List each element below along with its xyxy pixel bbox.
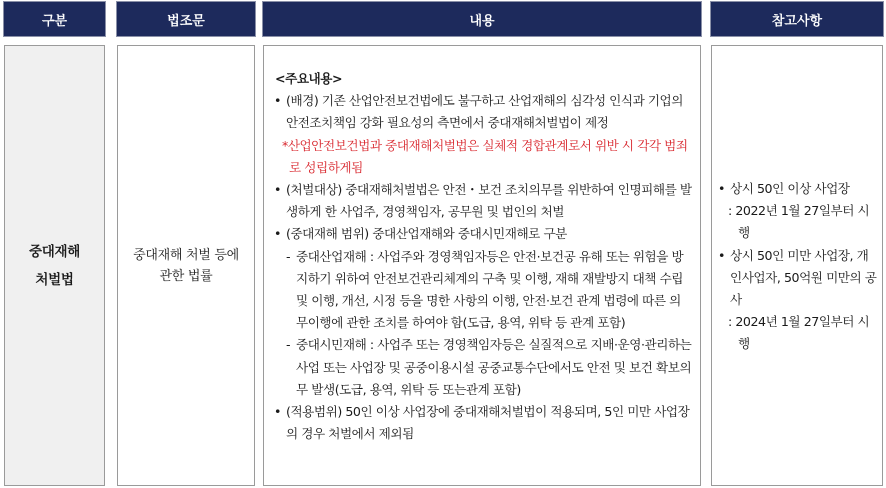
- reference-body: [718, 178, 878, 356]
- header-content: 내용: [263, 2, 701, 36]
- law-cell: [117, 45, 255, 486]
- law-name: [133, 245, 239, 287]
- law-line-2: 관한 법률: [159, 268, 213, 284]
- reference-item-2-date: : 2024년 1월 27일부터 시행: [728, 314, 870, 352]
- bullet-punishment-target: • (처벌대상) 중대재해처벌법은 안전・보건 조치의무를 위반하여 인명피해를 발생하게 한 사업주, 경영책임자, 공무원 및 법인의 처벌: [274, 179, 692, 223]
- header-reference: 참고사항: [711, 2, 883, 36]
- content-section-title: <주요내용>: [275, 71, 343, 86]
- content-cell: [263, 45, 701, 486]
- category-label: [29, 238, 80, 294]
- bullet-background: • (배경) 기존 산업안전보건법에도 불구하고 산업재해의 심각성 인식과 기업의 안전조치책임 강화 필요성의 측면에서 중대재해처벌법이 제정: [274, 90, 692, 134]
- category-cell: [4, 45, 105, 486]
- content-body: [274, 68, 692, 445]
- sub-industrial-disaster: - 중대산업재해 : 사업주와 경영책임자등은 안전·보건공 유해 또는 위험을 방지하기 위하여 안전보건관리체계의 구축 및 이행, 재해 재발방지 대책 수립 및 이행, 개선, 시정 등을 명한 사항의 이행, 안전·보건 관계 법령에 따른 의무이행에 관한 조치를 하여야 함(도급, 용역, 위탁 등 관계 포함): [277, 246, 692, 335]
- reference-item-1: • 상시 50인 이상 사업장: [718, 178, 878, 200]
- sub-civil-disaster: - 중대시민재해 : 사업주 또는 경영책임자등은 실질적으로 지배·운영·관리하는 사업 또는 사업장 및 공중이용시설 공중교통수단에서도 안전 및 보건 확보의무 발생(도급, 용역, 위탁 등 또는관계 포함): [277, 334, 692, 401]
- law-line-1: 중대재해 처벌 등에: [133, 247, 239, 263]
- bullet-application-scope: • (적용범위) 50인 이상 사업장에 중대재해처벌법이 적용되며, 5인 미만 사업장의 경우 처벌에서 제외됨: [274, 401, 692, 445]
- header-category: 구분: [4, 2, 105, 36]
- header-law: 법조문: [117, 2, 255, 36]
- note-concurrent-offense: *산업안전보건법과 중대재해처벌법은 실체적 경합관계로서 위반 시 각각 범죄로 성립하게됨: [282, 137, 688, 175]
- category-line-2: 처벌법: [35, 271, 74, 288]
- reference-cell: [711, 45, 883, 486]
- reference-item-2: • 상시 50인 미만 사업장, 개인사업자, 50억원 미만의 공사: [718, 245, 878, 312]
- reference-item-1-date: : 2022년 1월 27일부터 시행: [728, 203, 870, 241]
- bullet-disaster-scope: • (중대재해 범위) 중대산업재해와 중대시민재해로 구분: [274, 223, 692, 245]
- category-line-1: 중대재해: [29, 243, 80, 260]
